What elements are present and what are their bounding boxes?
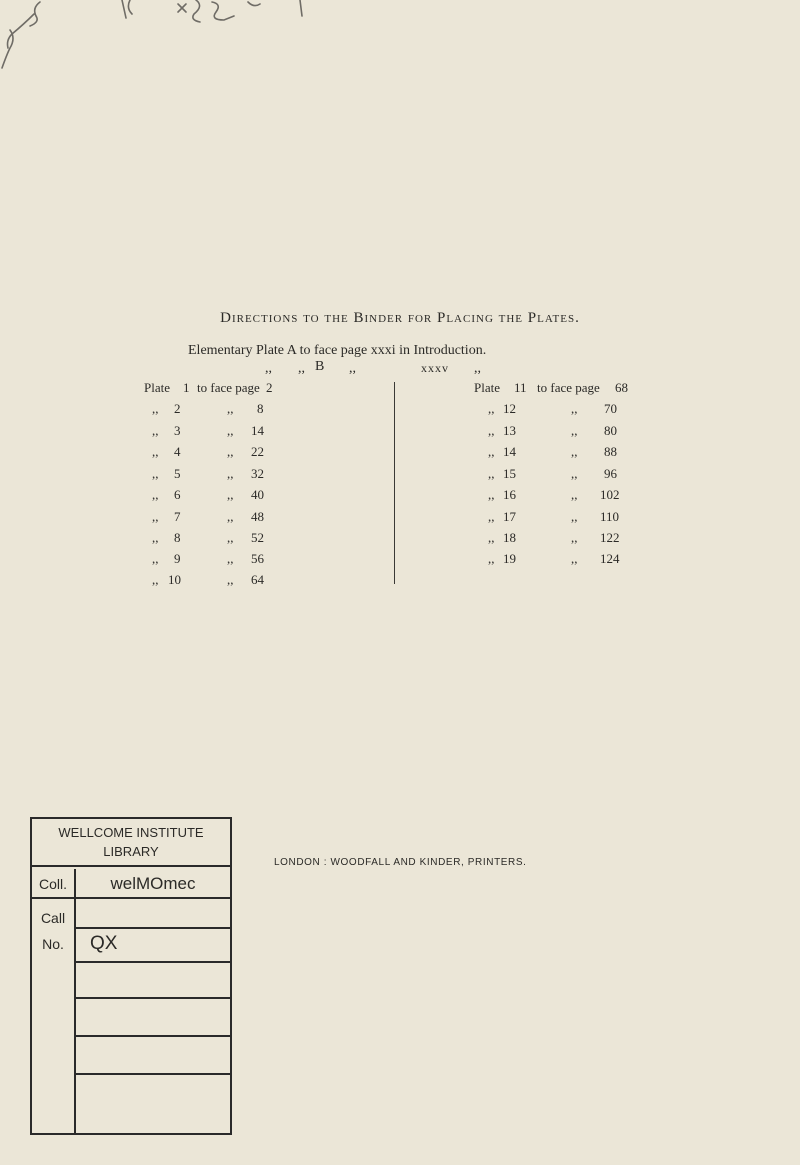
plate-number: 4 [174,444,181,459]
plate-page: 2 [266,380,273,395]
stamp-title [32,819,230,867]
ditto-mark: ,, [571,509,578,524]
stamp-call-cell [76,899,230,929]
stamp-blank-cell [76,999,230,1037]
ditto-mark: ,, [474,361,481,376]
elementary-plate-a-line: Elementary Plate A to face page xxxi in Introduction. [188,343,487,358]
ditto-mark: ,, [571,551,578,566]
ditto-mark: ,, [488,444,495,459]
stamp-coll-value: welMOmec [76,869,230,899]
plate-page: 88 [604,444,617,459]
ditto-mark: ,, [488,466,495,481]
plate-page: 8 [257,401,264,416]
plate-number: 1 [183,380,190,395]
plate-number: 8 [174,530,181,545]
ditto-mark: ,, [488,530,495,545]
ditto-mark: ,, [227,572,234,587]
ditto-mark: ,, [488,509,495,524]
plate-page: 56 [251,551,264,566]
plate-to-face-page: to face page [537,380,600,395]
plate-number: 19 [503,551,516,566]
ditto-mark: ,, [227,423,234,438]
ditto-mark: ,, [227,509,234,524]
stamp-no-word: No. [42,936,64,952]
ditto-mark: ,, [488,551,495,566]
ditto-mark: ,, [227,487,234,502]
plate-page: 32 [251,466,264,481]
ditto-mark: ,, [488,401,495,416]
stamp-call-label [32,899,76,1133]
plate-page: 80 [604,423,617,438]
ditto-mark: ,, [571,487,578,502]
plate-page: 48 [251,509,264,524]
ditto-mark: ,, [571,466,578,481]
plate-prefix: Plate [474,380,500,395]
plate-number: 15 [503,466,516,481]
plate-number: 3 [174,423,181,438]
ditto-mark: ,, [571,444,578,459]
plate-number: 7 [174,509,181,524]
plate-number: 10 [168,572,181,587]
ditto-mark: ,, [227,466,234,481]
ditto-mark: ,, [152,466,159,481]
page-heading: Directions to the Binder for Placing the Plates. [220,310,580,326]
plate-number: 5 [174,466,181,481]
ditto-mark: ,, [152,551,159,566]
plate-number: 9 [174,551,181,566]
ditto-mark: ,, [152,401,159,416]
ditto-mark: ,, [298,361,305,376]
plate-page: 122 [600,530,620,545]
plate-prefix: Plate [144,380,170,395]
ditto-mark: ,, [152,423,159,438]
stamp-blank-cell [76,1037,230,1075]
ditto-mark: ,, [349,361,356,376]
elementary-plate-b-letter: B [315,359,325,374]
plate-page: 102 [600,487,620,502]
ditto-mark: ,, [227,444,234,459]
stamp-library-name: LIBRARY [103,844,159,859]
ditto-mark: ,, [265,361,272,376]
plate-number: 18 [503,530,516,545]
ditto-mark: ,, [227,551,234,566]
ditto-mark: ,, [227,401,234,416]
plate-page: 124 [600,551,620,566]
column-divider [394,382,395,584]
printer-imprint: LONDON : WOODFALL AND KINDER, PRINTERS. [274,857,527,868]
stamp-call-value: QX [76,929,230,963]
ditto-mark: ,, [152,530,159,545]
stamp-call-word: Call [40,910,66,926]
plate-number: 11 [514,380,527,395]
ditto-mark: ,, [571,401,578,416]
plate-number: 13 [503,423,516,438]
ditto-mark: ,, [571,423,578,438]
plate-page: 68 [615,380,628,395]
ditto-mark: ,, [152,509,159,524]
plate-page: 22 [251,444,264,459]
library-stamp [30,817,232,1135]
stamp-institute-name: WELLCOME INSTITUTE [58,825,204,840]
plate-number: 16 [503,487,516,502]
plate-page: 52 [251,530,264,545]
ditto-mark: ,, [152,572,159,587]
plate-page: 40 [251,487,264,502]
plate-number: 12 [503,401,516,416]
plate-page: 64 [251,572,264,587]
plate-number: 17 [503,509,516,524]
ditto-mark: ,, [488,423,495,438]
plate-number: 2 [174,401,181,416]
ditto-mark: ,, [488,487,495,502]
plate-number: 6 [174,487,181,502]
stamp-blank-cell [76,963,230,999]
plate-page: 96 [604,466,617,481]
plate-page: 110 [600,509,620,524]
ditto-mark: ,, [227,530,234,545]
ditto-mark: ,, [152,444,159,459]
plate-page: 14 [251,423,264,438]
ditto-mark: ,, [571,530,578,545]
ditto-mark: ,, [152,487,159,502]
stamp-coll-label: Coll. [32,869,76,899]
pencil-scribble [0,0,320,80]
elementary-plate-b-page: xxxv [421,361,449,375]
plate-page: 70 [604,401,617,416]
plate-to-face-page: to face page [197,380,260,395]
plate-number: 14 [503,444,516,459]
